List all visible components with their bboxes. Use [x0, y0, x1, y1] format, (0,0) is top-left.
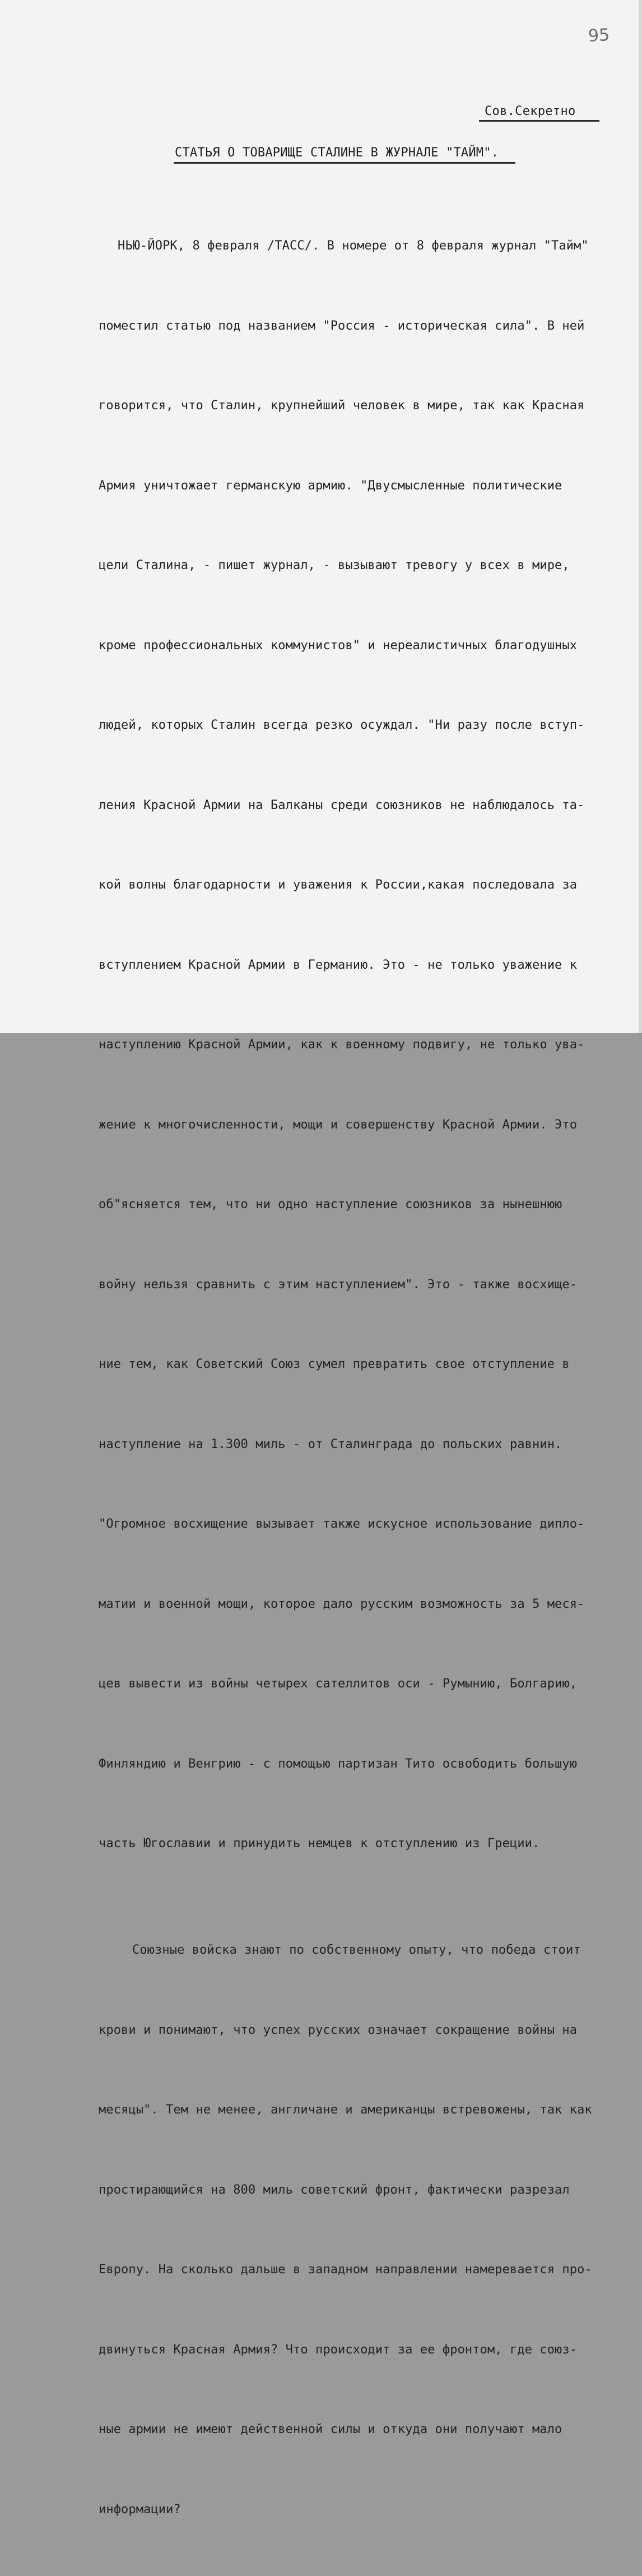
page-edge: [639, 0, 642, 1033]
classification-stamp: Сов.Секретно: [485, 104, 576, 118]
text-line: простирающийся на 800 миль советский фронт, фактически разрезал: [99, 2182, 570, 2197]
text-line: цели Сталина, - пишет журнал, - вызывают тревогу у всех в мире,: [99, 558, 570, 572]
handwritten-page-number: 95: [588, 25, 611, 46]
text-line: месяцы". Тем не менее, англичане и американцы встревожены, так как: [99, 2103, 592, 2117]
text-line: Армия уничтожает германскую армию. "Двусмысленные политические: [99, 478, 562, 493]
text-line: об"ясняется тем, что ни одно наступление союзников за нынешнюю: [99, 1197, 562, 1211]
text-line: вступлением Красной Армии в Германию. Это - не только уважение к: [99, 958, 578, 972]
text-line: крови и понимают, что успех русских означает сокращение войны на: [99, 2023, 578, 2037]
text-line: двинуться Красная Армия? Что происходит за ее фронтом, где союз-: [99, 2342, 578, 2357]
text-line: Европу. На сколько дальше в западном направлении намеревается про-: [99, 2263, 592, 2277]
text-line: "Огромное восхищение вызывает также искусное использование дипло-: [99, 1517, 585, 1531]
text-line: НЬЮ-ЙОРК, 8 февраля /ТАСС/. В номере от 8 февраля журнал "Тайм": [118, 239, 589, 253]
text-line: поместил статью под названием "Россия - историческая сила". В ней: [99, 318, 585, 333]
text-line: цев вывести из войны четырех сателлитов оси - Румынию, Болгарию,: [99, 1677, 578, 1691]
text-line: Финляндию и Венгрию - с помощью партизан Тито освободить большую: [99, 1756, 578, 1771]
text-line: матии и военной мощи, которое дало русским возможность за 5 меся-: [99, 1597, 585, 1611]
text-line: наступлению Красной Армии, как к военному подвигу, не только ува-: [99, 1038, 585, 1052]
text-line: часть Югославии и принудить немцев к отступлению из Греции.: [99, 1837, 540, 1851]
text-line: наступление на 1.300 миль - от Сталинграда до польских равнин.: [99, 1437, 562, 1451]
document-heading: СТАТЬЯ О ТОВАРИЩЕ СТАЛИНЕ В ЖУРНАЛЕ "ТАЙМ".: [175, 146, 499, 160]
text-line: говорится, что Сталин, крупнейший человек в мире, так как Красная: [99, 399, 585, 413]
text-line: ные армии не имеют действенной силы и откуда они получают мало: [99, 2422, 562, 2436]
text-line: Союзные войска знают по собственному опыту, что победа стоит: [132, 1943, 581, 1957]
text-line: людей, которых Сталин всегда резко осуждал. "Ни разу после вступ-: [99, 718, 585, 732]
text-line: жение к многочисленности, мощи и совершенству Красной Армии. Это: [99, 1117, 578, 1132]
text-line: ления Красной Армии на Балканы среди союзников не наблюдалось та-: [99, 798, 585, 812]
document-body: [99, 179, 620, 2576]
text-line: кроме профессиональных коммунистов" и нереалистичных благодушных: [99, 638, 578, 653]
text-line: ние тем, как Советский Союз сумел превратить свое отступление в: [99, 1357, 570, 1371]
text-line: войну нельзя сравнить с этим наступлением". Это - также восхище-: [99, 1277, 578, 1292]
text-line: информации?: [99, 2502, 181, 2517]
text-line: кой волны благодарности и уважения к России,какая последовала за: [99, 878, 578, 892]
heading-underline: [174, 162, 515, 164]
classification-underline: [479, 120, 599, 122]
